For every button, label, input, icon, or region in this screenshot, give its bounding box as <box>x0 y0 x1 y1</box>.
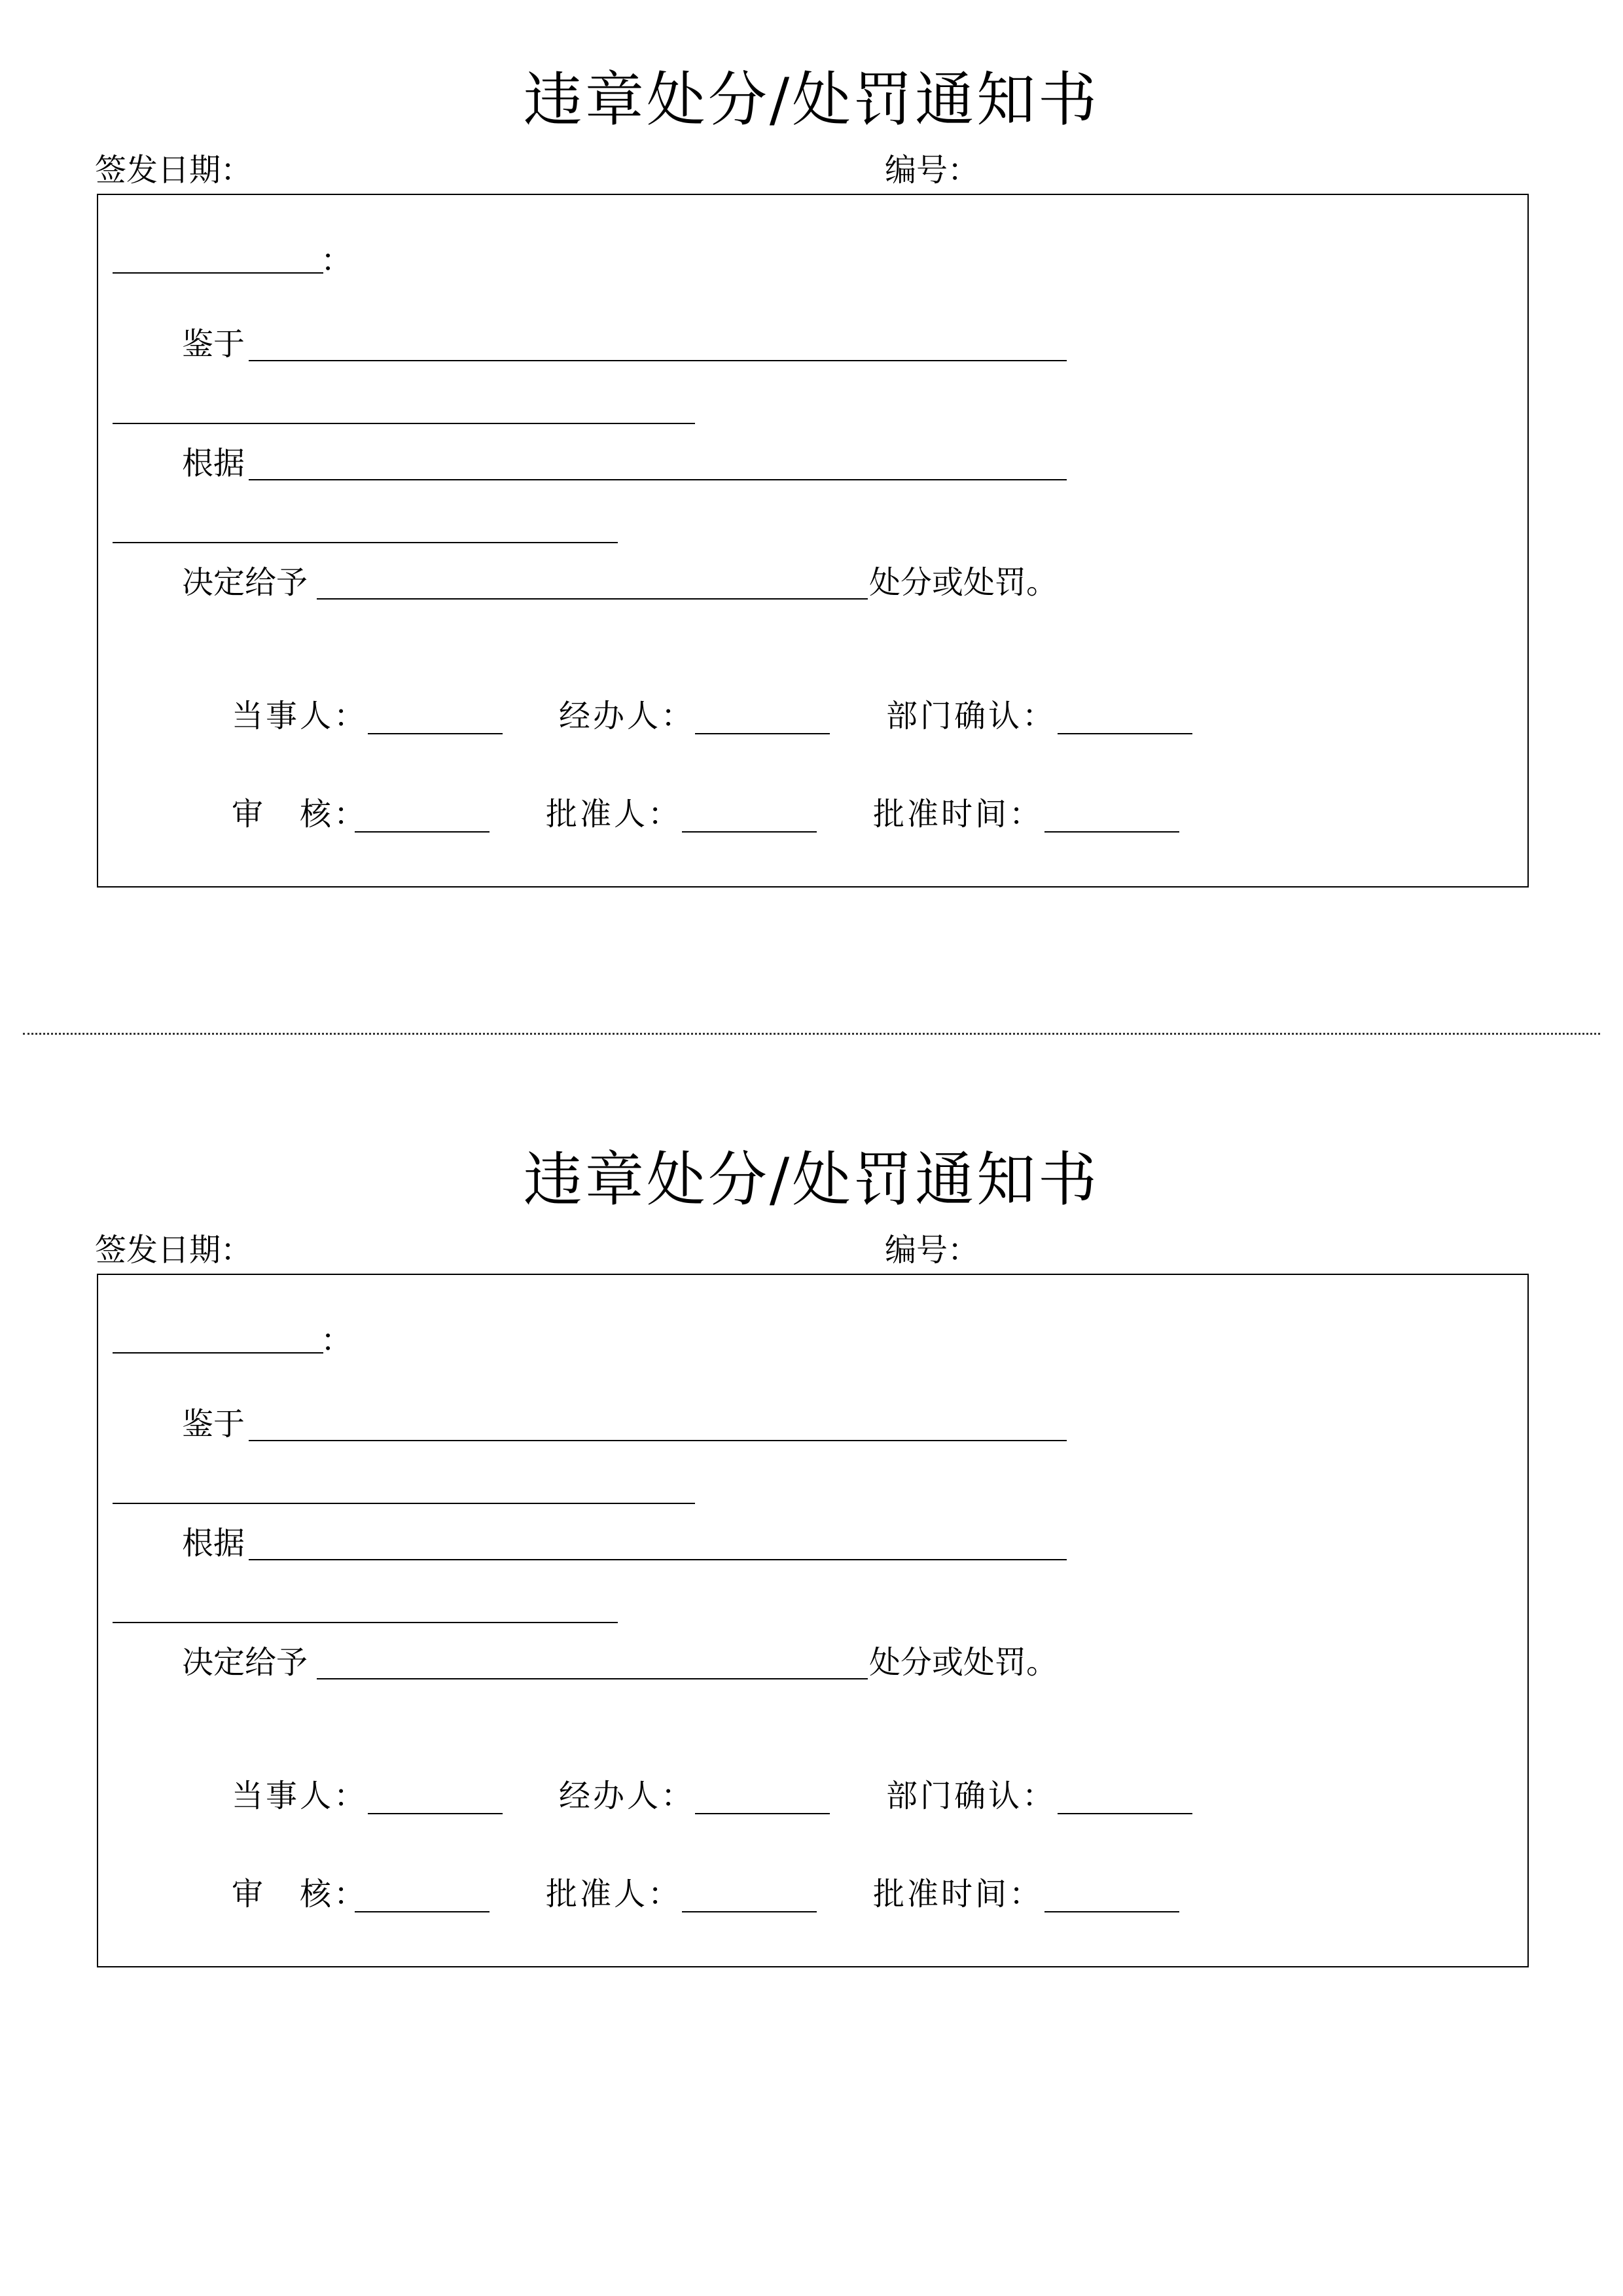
dept-confirm-label: 部门确认： <box>886 698 1057 734</box>
basis-field[interactable] <box>249 479 1067 480</box>
approver-field[interactable] <box>682 1911 817 1912</box>
approver-label: 批准人： <box>546 1876 683 1912</box>
handler-field[interactable] <box>695 733 830 734</box>
review-label: 审 核： <box>232 796 368 833</box>
approval-time-field[interactable] <box>1044 1911 1179 1912</box>
penalty-field[interactable] <box>317 1678 868 1679</box>
decision-prefix: 决定给予 <box>182 564 308 601</box>
dept-confirm-field[interactable] <box>1058 733 1192 734</box>
basis-label: 根据 <box>182 1525 245 1562</box>
basis-field-continued[interactable] <box>113 1622 618 1623</box>
form-box <box>97 1274 1529 1967</box>
whereas-field[interactable] <box>249 1440 1067 1441</box>
form-box <box>97 194 1529 888</box>
whereas-field[interactable] <box>249 360 1067 361</box>
form-title: 违章处分/处罚通知书 <box>523 1145 1100 1214</box>
whereas-label: 鉴于 <box>182 1406 245 1443</box>
whereas-label: 鉴于 <box>182 326 245 363</box>
party-label: 当事人： <box>232 698 368 734</box>
issue-date-label: 签发日期： <box>95 152 253 188</box>
cut-line-separator <box>23 1033 1600 1035</box>
handler-label: 经办人： <box>559 1778 696 1814</box>
whereas-field-continued[interactable] <box>113 423 695 424</box>
approval-time-label: 批准时间： <box>873 1876 1044 1912</box>
dept-confirm-field[interactable] <box>1058 1813 1192 1814</box>
number-label: 编号： <box>885 152 980 188</box>
approver-label: 批准人： <box>546 796 683 833</box>
number-label: 编号： <box>885 1232 980 1268</box>
whereas-field-continued[interactable] <box>113 1503 695 1504</box>
issue-date-label: 签发日期： <box>95 1232 253 1268</box>
decision-suffix: 处分或处罚。 <box>869 564 1058 601</box>
decision-prefix: 决定给予 <box>182 1644 308 1681</box>
notice-form-bottom <box>0 1080 1623 1977</box>
party-field[interactable] <box>368 1813 503 1814</box>
recipient-colon: ： <box>321 242 353 279</box>
basis-field[interactable] <box>249 1559 1067 1560</box>
party-field[interactable] <box>368 733 503 734</box>
review-field[interactable] <box>355 1911 490 1912</box>
recipient-field[interactable] <box>113 1352 323 1354</box>
approval-time-label: 批准时间： <box>873 796 1044 833</box>
handler-label: 经办人： <box>559 698 696 734</box>
approver-field[interactable] <box>682 831 817 833</box>
review-label: 审 核： <box>232 1876 368 1912</box>
recipient-field[interactable] <box>113 272 323 274</box>
decision-suffix: 处分或处罚。 <box>869 1644 1058 1681</box>
recipient-colon: ： <box>321 1322 353 1359</box>
review-field[interactable] <box>355 831 490 833</box>
basis-field-continued[interactable] <box>113 542 618 543</box>
dept-confirm-label: 部门确认： <box>886 1778 1057 1814</box>
approval-time-field[interactable] <box>1044 831 1179 833</box>
party-label: 当事人： <box>232 1778 368 1814</box>
form-title: 违章处分/处罚通知书 <box>523 65 1100 134</box>
penalty-field[interactable] <box>317 598 868 600</box>
basis-label: 根据 <box>182 445 245 482</box>
handler-field[interactable] <box>695 1813 830 1814</box>
notice-form-top <box>0 0 1623 897</box>
